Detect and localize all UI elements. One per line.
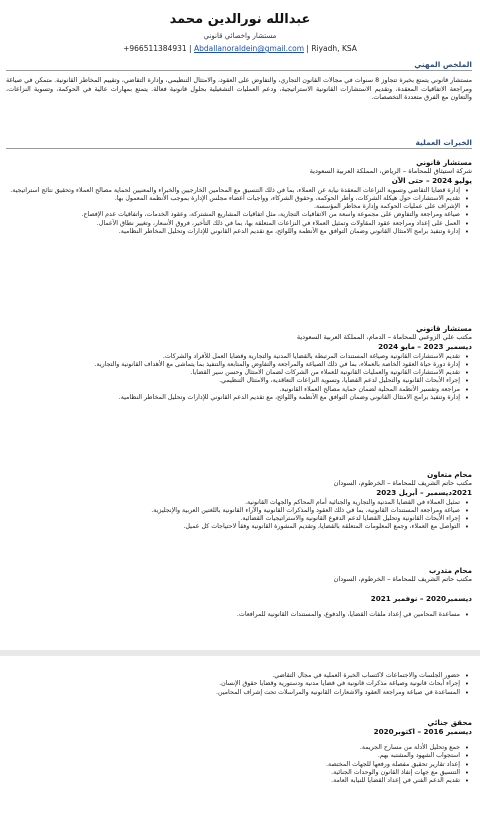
job-duties xyxy=(6,499,472,532)
email-link[interactable]: Abdallanoraldein@gmail.com xyxy=(193,44,305,53)
job-title: محام متدرب xyxy=(429,566,472,575)
list-item: • تقديم الاستشارات القانونية وصياغة المستندات المرتبطة بالقضايا المدنية والتجارية وقضايا العمل للأفراد والشركات. xyxy=(6,353,460,361)
job-company: شركة استيثاق للمحاماة – الرياض، المملكة العربية السعودية xyxy=(309,167,472,175)
job-title: محقق جنائي xyxy=(427,718,472,727)
location: Riyadh, KSA xyxy=(311,44,357,53)
job-dates: ديسمبر 2016 – اكتوبر2020 xyxy=(373,727,472,736)
list-item: • إجراء أبحاث قانونية وصياغة مذكرات قانونية في قضايا مدنية ودستورية وقضايا حقوق الإنسان. xyxy=(6,680,460,688)
job-duties xyxy=(6,744,472,785)
job-duties xyxy=(6,187,472,237)
job-entry xyxy=(6,158,472,236)
list-item: • حضور الجلسات والاجتماعات لاكتساب الخبرة العملية في مجال التقاضي. xyxy=(6,672,460,680)
list-item: • إجراء الأبحاث القانونية وتحليل القضايا لدعم الدفوع القانونية والاستراتيجيات القضائية. xyxy=(6,515,460,523)
section-heading: الخبرات العملية xyxy=(415,138,472,147)
job-company: مكتب حاتم الشريف للمحاماة – الخرطوم، السودان xyxy=(333,575,472,583)
list-item: • إدارة دورة حياة العقود الخاصة بالعملاء، بما في ذلك الصياغة والمراجعة والتفاوض والمتابعة والتنفيذ بما يتماشى مع الأهداف القانونية والتجارية. xyxy=(6,361,460,369)
job-entry xyxy=(6,470,472,532)
list-item: • التواصل مع العملاء، وجمع المعلومات المتعلقة بالقضايا، وتقديم المشورة القانونية وفقاً لاحتياجات كل عميل. xyxy=(6,523,460,531)
section-experience-heading xyxy=(6,138,472,149)
job-title: مستشار قانوني xyxy=(416,324,472,333)
list-item: • التنسيق مع جهات إنفاذ القانون والوحدات الجنائية. xyxy=(6,769,460,777)
candidate-name: عبدالله نورالدين محمد xyxy=(169,12,311,27)
professional-summary: مستشار قانوني يتمتع بخبرة تتجاوز 8 سنوات في مجالات القانون التجاري، والتفاوض على العقود، والامتثال التنظيمي، وإدارة التقاضي، وتقييم المخاطر القانونية. متمكن في صياغة ومراجعة الاتفاقيات المعقدة، وتقديم الاستشارات القانونية الاستراتيجية، ودعم العمليات التشغيلية بحلول قانونية فعالة. يتمتع بمهارات عالية في الحوكمة، وتسوية النزاعات، والتعاون مع الفرق متعددة التخصصات. xyxy=(6,76,472,102)
job-entry xyxy=(6,718,472,785)
list-item: • إجراء الأبحاث القانونية والتحليل لدعم القضايا، وتسوية النزاعات التعاقدية، والامتثال التنظيمي. xyxy=(6,377,460,385)
job-title: مستشار قانوني xyxy=(416,158,472,167)
job-duties xyxy=(6,672,472,697)
job-title: محام متعاون xyxy=(427,470,472,479)
list-item: • مساعدة المحامين في إعداد ملفات القضايا، والدفوع، والمستندات القانونية للمرافعات. xyxy=(6,611,460,619)
list-item: • العمل على إعداد ومراجعة عقود المقاولات وتمثيل العملاء في النزاعات المتعلقة بها، بما في ذلك التأخير، فروق الأسعار، وتغيير نطاق الأعمال. xyxy=(6,220,460,228)
job-duties xyxy=(6,353,472,403)
list-item: • جمع وتحليل الأدلة من مسارح الجريمة. xyxy=(6,744,460,752)
list-item: • تمثيل العملاء في القضايا المدنية والتجارية والجنائية أمام المحاكم والجهات القانونية. xyxy=(6,499,460,507)
job-dates: يوليو 2024 – حتى الآن xyxy=(391,175,472,185)
contact-separator: | xyxy=(306,44,312,53)
list-item: • إعداد تقارير تحقيق مفصلة ورفعها للجهات المختصة. xyxy=(6,761,460,769)
list-item: • صياغة ومراجعة المستندات القانونية، بما في ذلك العقود والمذكرات القانونية والآراء القانونية باللغتين العربية والإنجليزية. xyxy=(6,507,460,515)
list-item: • إدارة قضايا التقاضي وتسوية النزاعات المعقدة نيابة عن العملاء، بما في ذلك التنسيق مع المحامين الخارجيين والخبراء والمعنيين لحماية مصالح العملاء وتحقيق نتائج استراتيجية. xyxy=(6,187,460,195)
list-item: • مراجعة وتفسير الأنظمة المحلية لضمان حماية مصالح العملاء القانونية. xyxy=(6,386,460,394)
job-company: مكتب حاتم الشريف للمحاماة – الخرطوم، السودان xyxy=(333,479,472,487)
job-entry xyxy=(6,324,472,402)
phone-number: +966511384931 xyxy=(123,44,187,53)
job-entry xyxy=(6,566,472,619)
internship-continued xyxy=(6,670,472,697)
job-duties xyxy=(6,611,472,619)
list-item: • إدارة وتنفيذ برامج الامتثال القانوني وضمان التوافق مع الأنظمة واللوائح، مع تقديم الدعم القانوني للإدارات وتحليل المخاطر النظامية. xyxy=(6,228,460,236)
list-item: • المساعدة في صياغة ومراجعة العقود والاشعارات القانونية والمراسلات تحت إشراف المحامين. xyxy=(6,689,460,697)
list-item: • الإشراف على عمليات الحوكمة وإدارة مخاطر المؤسسة. xyxy=(6,203,460,211)
section-summary-heading xyxy=(6,60,472,71)
list-item: • تقديم الاستشارات القانونية والعمليات القانونية للعملاء من الشركات لضمان الامتثال وحسن سير القضايا. xyxy=(6,369,460,377)
job-dates: 2021ديسمبر – أبريل 2023 xyxy=(376,487,472,497)
list-item: • استجواب الشهود والمشتبه بهم. xyxy=(6,752,460,760)
list-item: • تقديم الدعم الفني في إعداد القضايا للنيابة العامة. xyxy=(6,777,460,785)
candidate-title: مستشار واخصائي قانوني xyxy=(203,32,277,40)
contact-separator: | xyxy=(189,44,194,53)
job-dates: ديسمبر2020 – نوفمبر 2021 xyxy=(370,593,472,603)
job-company: مكتب علي الزوعبي للمحاماة – الدمام، المملكة العربية السعودية xyxy=(296,333,472,341)
resume-page-2 xyxy=(0,656,480,813)
contact-line xyxy=(0,44,480,53)
list-item: • إدارة وتنفيذ برامج الامتثال القانوني وضمان التوافق مع الأنظمة واللوائح، مع تقديم الدعم القانوني للإدارات وتحليل المخاطر النظامية. xyxy=(6,394,460,402)
job-dates: ديسمبر 2023 – مايو 2024 xyxy=(378,341,472,351)
list-item: • تقديم الاستشارات حول هيكلة الشركات، وأطر الحوكمة، وحقوق الشركاء، وواجبات أعضاء مجلس الإدارة بموجب الأنظمة المعمول بها. xyxy=(6,195,460,203)
section-heading: الملخص المهني xyxy=(414,60,472,69)
list-item: • صياغة ومراجعة والتفاوض على مجموعة واسعة من الاتفاقيات التجارية، مثل اتفاقيات المشاريع المشتركة، وعقود الخدمات، واتفاقيات عدم الإفصاح. xyxy=(6,211,460,219)
